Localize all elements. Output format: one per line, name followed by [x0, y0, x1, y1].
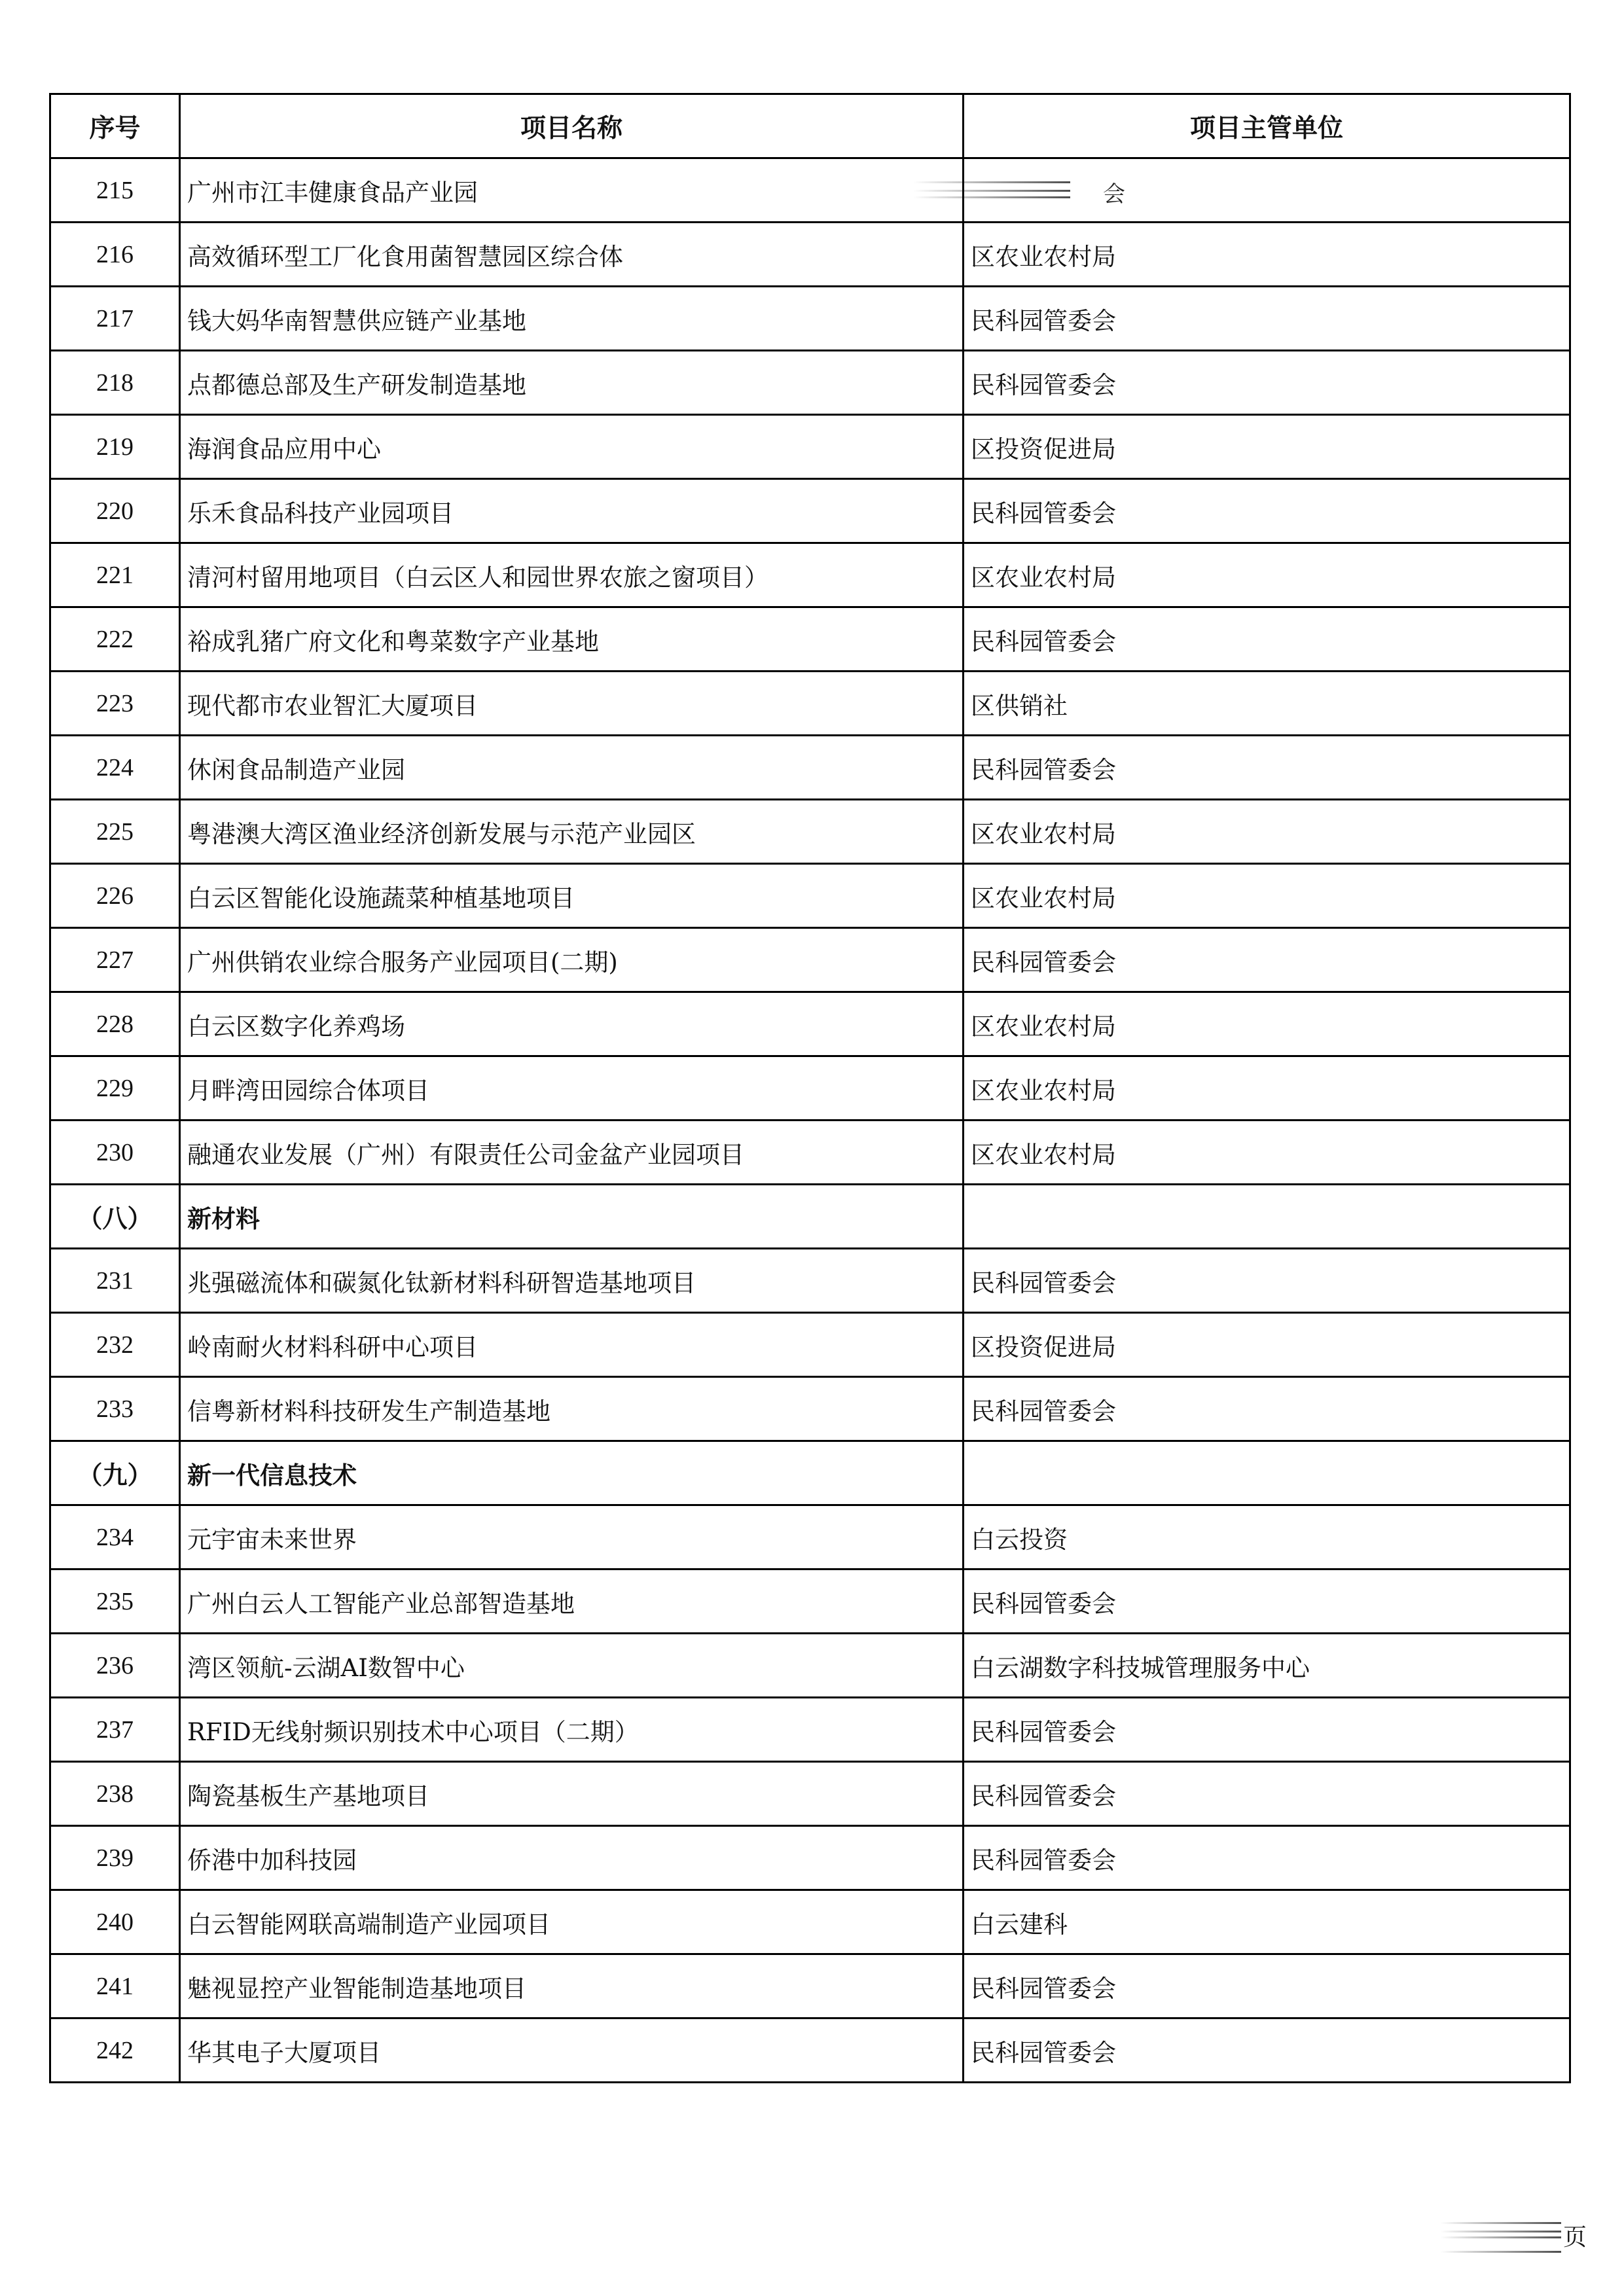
table-row — [50, 800, 1570, 864]
project-name-cell: 裕成乳猪广府文化和粤菜数字产业基地 — [180, 607, 964, 672]
seq-cell: 239 — [50, 1826, 180, 1890]
scan-artifact — [1440, 2222, 1561, 2224]
seq-cell: 234 — [50, 1505, 180, 1570]
table-row — [50, 2018, 1570, 2083]
managing-unit-cell: 民科园管委会 — [964, 287, 1570, 351]
table-row — [50, 223, 1570, 287]
table-row — [50, 992, 1570, 1056]
table-row — [50, 158, 1570, 223]
managing-unit-cell: 区投资促进局 — [964, 1313, 1570, 1377]
table-row — [50, 1954, 1570, 2018]
scan-artifact — [913, 196, 1070, 198]
seq-cell: 229 — [50, 1056, 180, 1121]
project-name-cell: 白云区数字化养鸡场 — [180, 992, 964, 1056]
project-name-cell: 休闲食品制造产业园 — [180, 736, 964, 800]
table-row — [50, 1698, 1570, 1762]
table-row — [50, 543, 1570, 607]
table-row — [50, 1056, 1570, 1121]
table-row — [50, 736, 1570, 800]
project-name-cell: 白云区智能化设施蔬菜种植基地项目 — [180, 864, 964, 928]
table-row — [50, 928, 1570, 992]
section-number: （八） — [50, 1185, 180, 1249]
managing-unit-cell: 区供销社 — [964, 672, 1570, 736]
seq-cell: 231 — [50, 1249, 180, 1313]
managing-unit-fragment: 会 — [1103, 181, 1125, 207]
project-name-cell: RFID无线射频识别技术中心项目（二期） — [180, 1698, 964, 1762]
seq-cell: 216 — [50, 223, 180, 287]
scan-artifact — [1440, 2251, 1561, 2253]
section-row — [50, 1185, 1570, 1249]
seq-cell: 240 — [50, 1890, 180, 1954]
managing-unit-cell: 区农业农村局 — [964, 864, 1570, 928]
project-name-cell: 月畔湾田园综合体项目 — [180, 1056, 964, 1121]
managing-unit-cell: 区投资促进局 — [964, 415, 1570, 479]
seq-cell: 217 — [50, 287, 180, 351]
seq-cell: 232 — [50, 1313, 180, 1377]
scan-artifact — [1440, 2231, 1561, 2233]
seq-cell: 224 — [50, 736, 180, 800]
seq-cell: 222 — [50, 607, 180, 672]
seq-cell: 238 — [50, 1762, 180, 1826]
project-name-cell: 粤港澳大湾区渔业经济创新发展与示范产业园区 — [180, 800, 964, 864]
table-row — [50, 1505, 1570, 1570]
table-row — [50, 1377, 1570, 1441]
managing-unit-cell: 民科园管委会 — [964, 1762, 1570, 1826]
project-name-cell: 信粤新材料科技研发生产制造基地 — [180, 1377, 964, 1441]
table-row — [50, 1570, 1570, 1634]
seq-cell: 242 — [50, 2018, 180, 2083]
project-name-cell: 陶瓷基板生产基地项目 — [180, 1762, 964, 1826]
seq-cell: 218 — [50, 351, 180, 415]
seq-cell: 228 — [50, 992, 180, 1056]
managing-unit-cell — [964, 1441, 1570, 1505]
seq-cell: 215 — [50, 158, 180, 223]
project-name-cell: 湾区领航-云湖AI数智中心 — [180, 1634, 964, 1698]
table-row — [50, 1762, 1570, 1826]
managing-unit-cell: 民科园管委会 — [964, 351, 1570, 415]
section-number: （九） — [50, 1441, 180, 1505]
seq-cell: 225 — [50, 800, 180, 864]
project-name-cell: 岭南耐火材料科研中心项目 — [180, 1313, 964, 1377]
header-managing-unit: 项目主管单位 — [964, 94, 1570, 158]
project-name-cell: 点都德总部及生产研发制造基地 — [180, 351, 964, 415]
table-row — [50, 415, 1570, 479]
managing-unit-cell — [964, 1185, 1570, 1249]
managing-unit-cell: 区农业农村局 — [964, 1056, 1570, 1121]
table-row — [50, 1826, 1570, 1890]
project-name-cell: 侨港中加科技园 — [180, 1826, 964, 1890]
seq-cell: 223 — [50, 672, 180, 736]
table-row — [50, 1121, 1570, 1185]
managing-unit-cell: 民科园管委会 — [964, 2018, 1570, 2083]
managing-unit-cell: 区农业农村局 — [964, 1121, 1570, 1185]
managing-unit-cell: 民科园管委会 — [964, 1570, 1570, 1634]
managing-unit-cell: 民科园管委会 — [964, 479, 1570, 543]
managing-unit-cell: 民科园管委会 — [964, 928, 1570, 992]
table-header-row — [50, 94, 1570, 158]
managing-unit-cell: 白云建科 — [964, 1890, 1570, 1954]
project-name-cell: 海润食品应用中心 — [180, 415, 964, 479]
scan-artifact — [913, 181, 1070, 183]
table-row — [50, 864, 1570, 928]
seq-cell: 220 — [50, 479, 180, 543]
project-name-cell: 元宇宙未来世界 — [180, 1505, 964, 1570]
seq-cell: 227 — [50, 928, 180, 992]
section-row — [50, 1441, 1570, 1505]
project-name-cell: 魅视显控产业智能制造基地项目 — [180, 1954, 964, 2018]
managing-unit-cell: 民科园管委会 — [964, 607, 1570, 672]
section-title: 新一代信息技术 — [180, 1441, 964, 1505]
seq-cell: 236 — [50, 1634, 180, 1698]
table-row — [50, 607, 1570, 672]
table-row — [50, 1249, 1570, 1313]
project-name-cell: 现代都市农业智汇大厦项目 — [180, 672, 964, 736]
managing-unit-cell: 民科园管委会 — [964, 1698, 1570, 1762]
managing-unit-cell: 区农业农村局 — [964, 543, 1570, 607]
section-title: 新材料 — [180, 1185, 964, 1249]
table-row — [50, 1313, 1570, 1377]
header-seq: 序号 — [50, 94, 180, 158]
managing-unit-cell: 民科园管委会 — [964, 1249, 1570, 1313]
seq-cell: 237 — [50, 1698, 180, 1762]
project-name-cell: 广州白云人工智能产业总部智造基地 — [180, 1570, 964, 1634]
project-name-cell: 白云智能网联高端制造产业园项目 — [180, 1890, 964, 1954]
managing-unit-cell: 区农业农村局 — [964, 223, 1570, 287]
table-row — [50, 1890, 1570, 1954]
managing-unit-cell: 区农业农村局 — [964, 992, 1570, 1056]
project-name-cell: 广州供销农业综合服务产业园项目(二期) — [180, 928, 964, 992]
scan-artifact — [1440, 2236, 1561, 2238]
scan-artifact — [913, 190, 1070, 192]
header-project-name: 项目名称 — [180, 94, 964, 158]
project-name-cell: 融通农业发展（广州）有限责任公司金盆产业园项目 — [180, 1121, 964, 1185]
managing-unit-cell: 民科园管委会 — [964, 1954, 1570, 2018]
table-row — [50, 287, 1570, 351]
project-table — [49, 93, 1571, 2083]
managing-unit-cell: 民科园管委会 — [964, 1377, 1570, 1441]
table-row — [50, 479, 1570, 543]
page-mark: 页 — [1563, 2224, 1587, 2251]
seq-cell: 226 — [50, 864, 180, 928]
seq-cell: 230 — [50, 1121, 180, 1185]
project-name-cell: 高效循环型工厂化食用菌智慧园区综合体 — [180, 223, 964, 287]
managing-unit-cell: 民科园管委会 — [964, 736, 1570, 800]
project-name-cell: 广州市江丰健康食品产业园 — [180, 158, 964, 223]
managing-unit-cell: 白云投资 — [964, 1505, 1570, 1570]
seq-cell: 241 — [50, 1954, 180, 2018]
project-name-cell: 钱大妈华南智慧供应链产业基地 — [180, 287, 964, 351]
managing-unit-cell: 白云湖数字科技城管理服务中心 — [964, 1634, 1570, 1698]
seq-cell: 233 — [50, 1377, 180, 1441]
project-name-cell: 乐禾食品科技产业园项目 — [180, 479, 964, 543]
project-name-cell: 兆强磁流体和碳氮化钛新材料科研智造基地项目 — [180, 1249, 964, 1313]
managing-unit-cell: 区农业农村局 — [964, 800, 1570, 864]
seq-cell: 235 — [50, 1570, 180, 1634]
seq-cell: 219 — [50, 415, 180, 479]
table-row — [50, 672, 1570, 736]
project-name-cell: 清河村留用地项目（白云区人和园世界农旅之窗项目） — [180, 543, 964, 607]
managing-unit-cell: 民科园管委会 — [964, 1826, 1570, 1890]
table-row — [50, 351, 1570, 415]
table-row — [50, 1634, 1570, 1698]
project-name-cell: 华其电子大厦项目 — [180, 2018, 964, 2083]
seq-cell: 221 — [50, 543, 180, 607]
